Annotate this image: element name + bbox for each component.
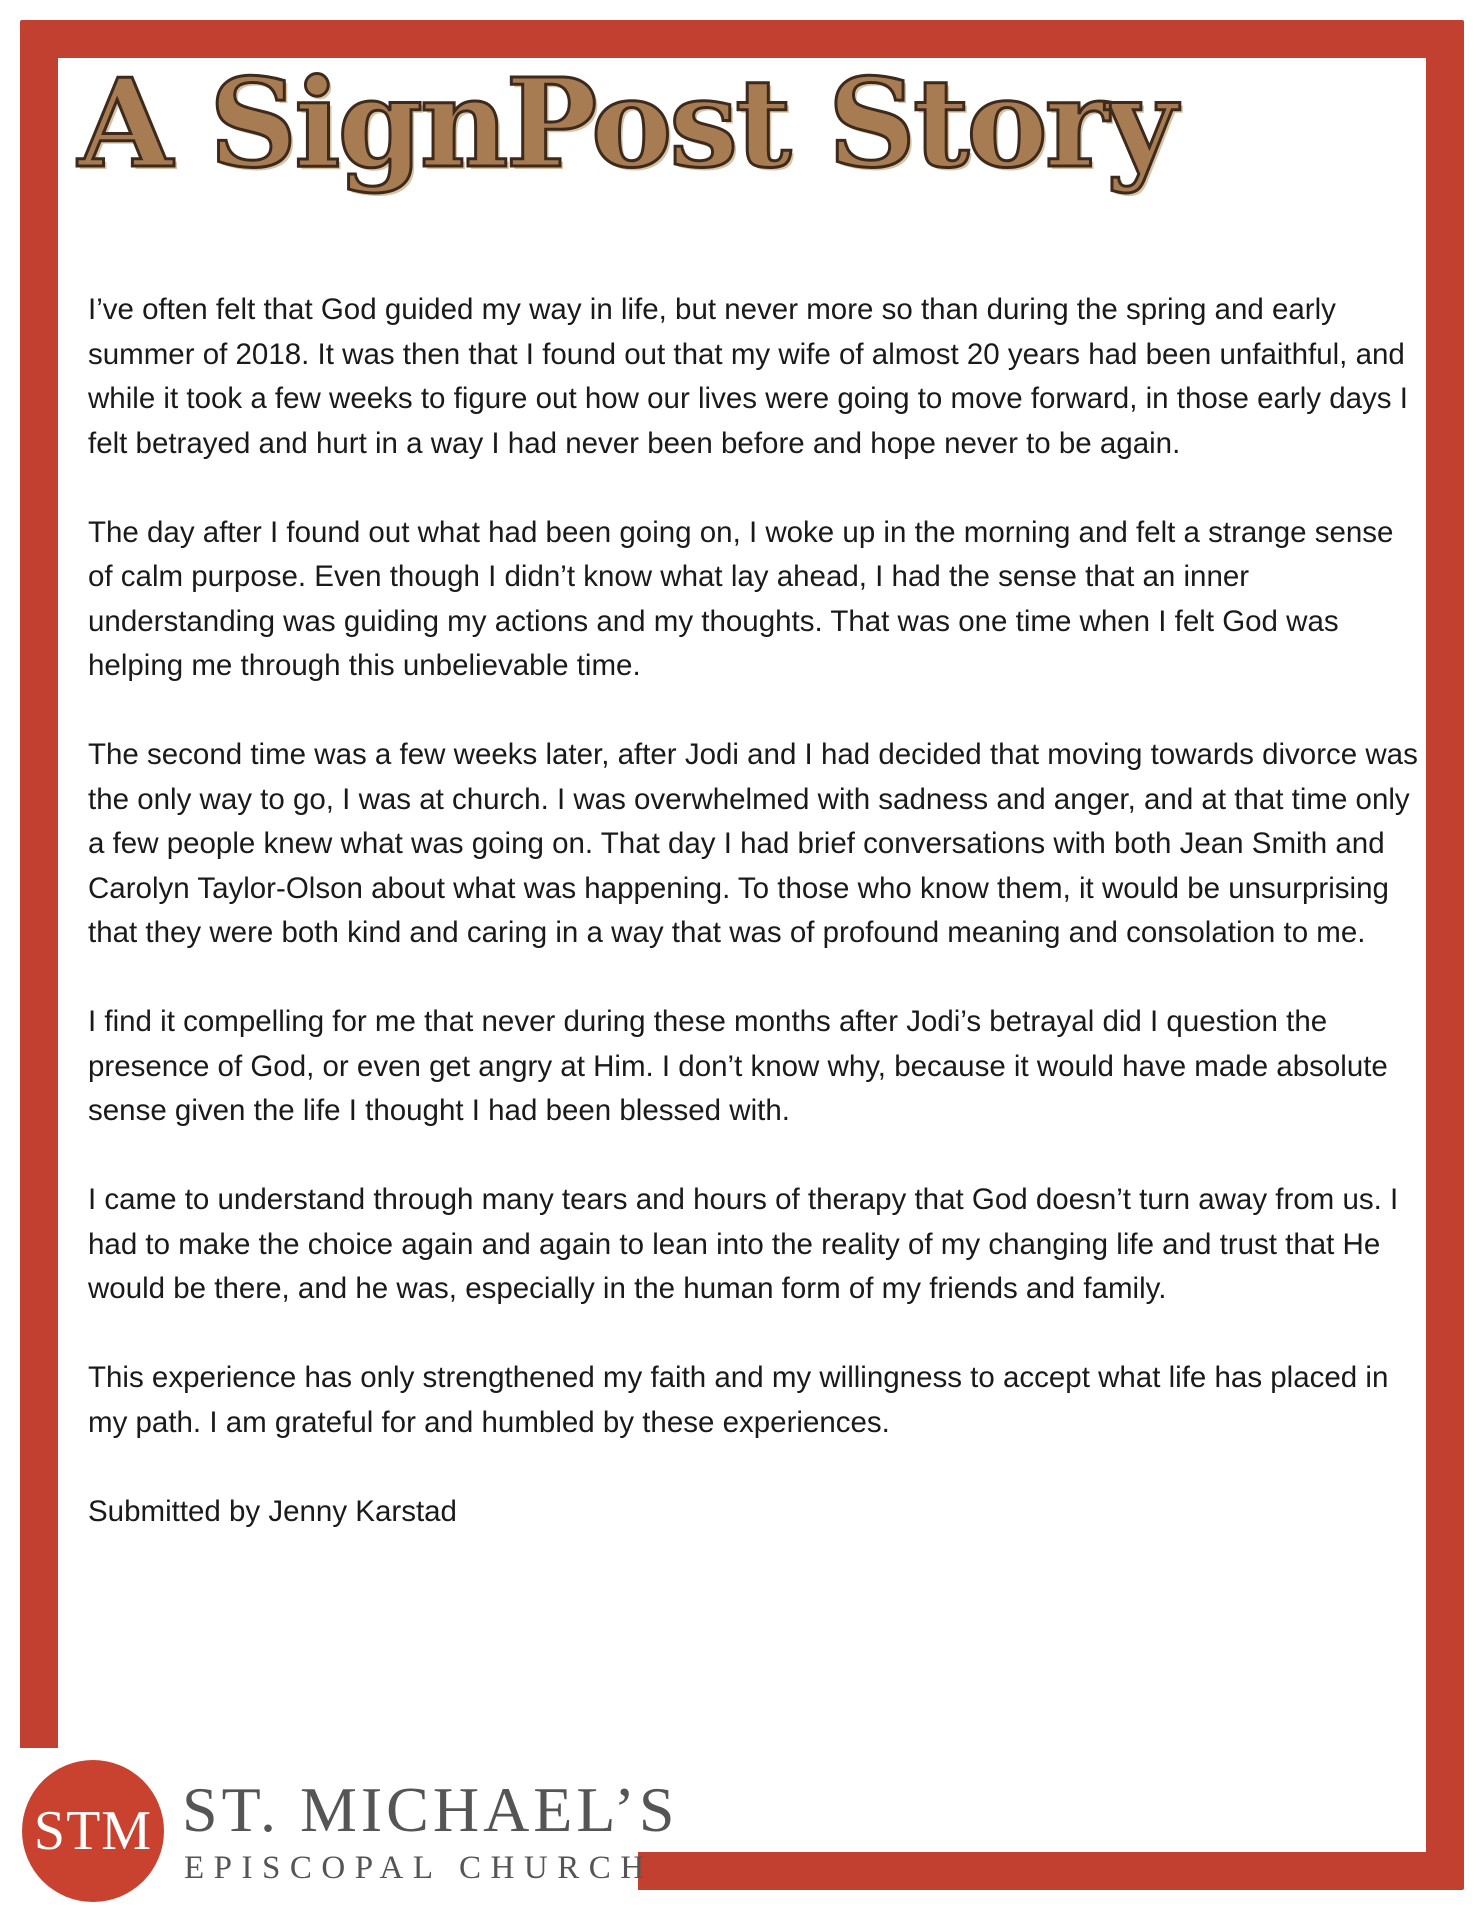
page-title: A SignPost Story xyxy=(78,51,1174,195)
story-signature: Submitted by Jenny Karstad xyxy=(88,1494,457,1528)
story-body xyxy=(88,288,1418,1579)
story-paragraph-3: The second time was a few weeks later, after Jodi and I had decided that moving towards divorce was the only way to go, I was at church. I was overwhelmed with sadness and anger, and at that time only a few people knew what was going on. That day I had brief conversations with both Jean Smith and Carolyn Taylor-Olson about what was happening. To those who know them, it would be unsurprising that they were both kind and caring in a way that was of profound meaning and consolation to me. xyxy=(88,738,1418,949)
story-paragraph-2: The day after I found out what had been going on, I woke up in the morning and felt a strange sense of calm purpose. Even though I didn’t know what lay ahead, I had the sense that an inner understanding was guiding my actions and my thoughts. That was one time when I felt God was helping me through this unbelievable time. xyxy=(88,515,1394,682)
church-seal-icon: STM xyxy=(22,1760,164,1902)
story-paragraph-4: I find it compelling for me that never during these months after Jodi’s betrayal did I question the presence of God, or even get angry at Him. I don’t know why, because it would have made absolute sense given the life I thought I had been blessed with. xyxy=(88,1005,1388,1127)
church-name: ST. MICHAEL’S xyxy=(182,1774,679,1845)
church-subtitle: EPISCOPAL CHURCH xyxy=(184,1850,654,1886)
story-paragraph-5: I came to understand through many tears and hours of therapy that God doesn’t turn away from us. I had to make the choice again and again to lean into the reality of my changing life and trust that He would be there, and he was, especially in the human form of my friends and family. xyxy=(88,1183,1399,1305)
story-paragraph-6: This experience has only strengthened my faith and my willingness to accept what life has placed in my path. I am grateful for and humbled by these experiences. xyxy=(88,1361,1389,1439)
church-logo xyxy=(22,1760,679,1910)
story-paragraph-1: I’ve often felt that God guided my way in life, but never more so than during the spring and early summer of 2018. It was then that I found out that my wife of almost 20 years had been unfaithful, and while it took a few weeks to figure out how our lives were going to move forward, in those early days I felt betrayed and hurt in a way I had never been before and hope never to be again. xyxy=(88,293,1408,460)
